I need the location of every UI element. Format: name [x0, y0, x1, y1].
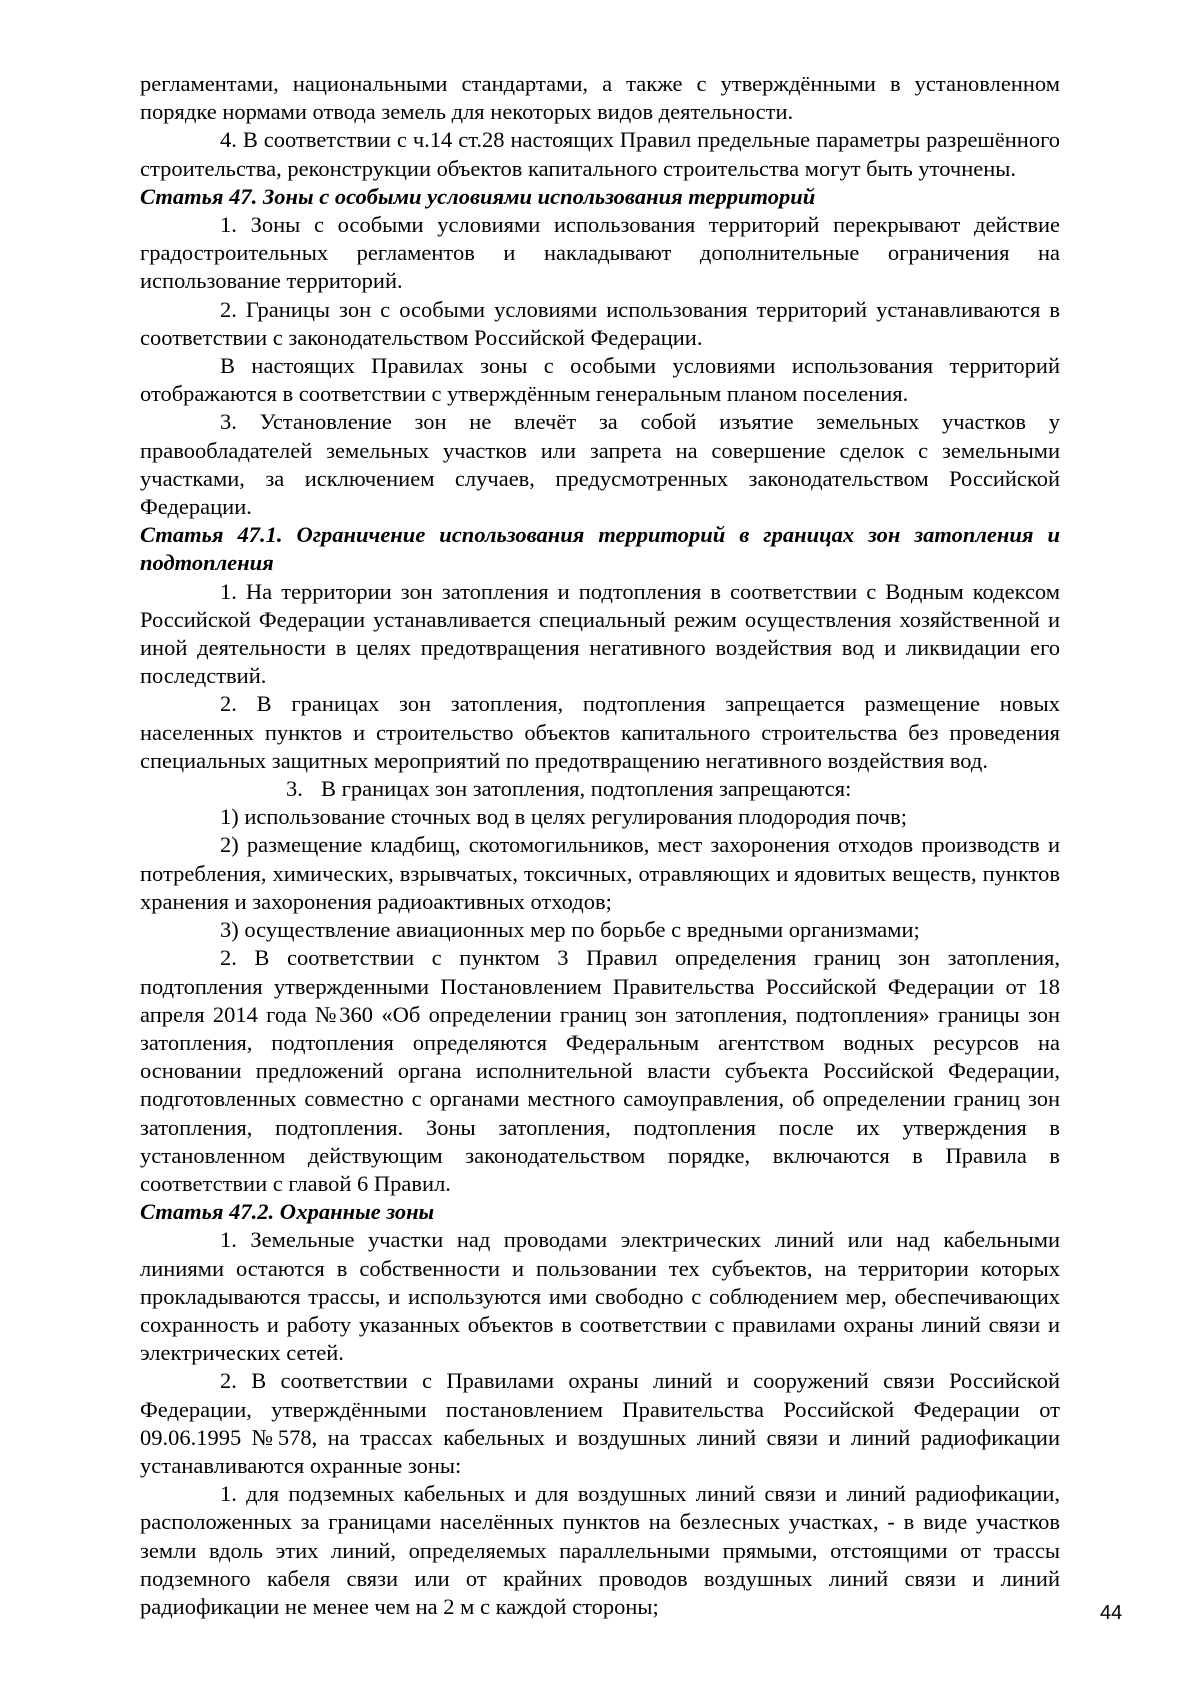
paragraph-item-4: 4. В соответствии с ч.14 ст.28 настоящих Правил предельные параметры разрешённого строительства, реконструкции объектов капитального строительства могут быть уточнены. — [140, 127, 1060, 181]
document-page — [140, 70, 1060, 1621]
paragraph-47-2-1: 1. Земельные участки над проводами электрических линий или над кабельными линиями остаются в собственности и пользовании тех субъектов, на территории которых прокладываются трассы, и используются ими свободно с соблюдением мер, обеспечивающих сохранность и работу указанных объектов в соответствии с правилами охраны линий связи и электрических сетей. — [140, 1227, 1060, 1366]
paragraph-47-2-cont: В настоящих Правилах зоны с особыми условиями использования территорий отображаются в соответствии с утверждённым генеральным планом поселения. — [140, 353, 1060, 407]
paragraph-47-3: 3. Установление зон не влечёт за собой изъятие земельных участков у правообладателей земельных участков или запрета на совершение сделок с земельными участками, за исключением случаев, предусмотренных законодательством Российской Федерации. — [140, 409, 1060, 520]
paragraph-continuation: регламентами, национальными стандартами, а также с утверждёнными в установленном порядке нормами отвода земель для некоторых видов деятельности. — [140, 71, 1060, 125]
article-47-2-heading: Статья 47.2. Охранные зоны — [140, 1199, 435, 1225]
list-item-3: 3) осуществление авиационных мер по борьбе с вредными организмами; — [220, 917, 920, 943]
item-text: В границах зон затопления, подтопления запрещаются: — [321, 776, 852, 802]
article-47-1-heading: Статья 47.1. Ограничение использования территорий в границах зон затопления и подтопления — [140, 522, 1060, 576]
paragraph-47-1-3 — [140, 775, 1060, 803]
page-number: 44 — [1100, 1602, 1123, 1624]
list-item-2: 2) размещение кладбищ, скотомогильников, мест захоронения отходов производств и потребления, химических, взрывчатых, токсичных, отравляющих и ядовитых веществ, пунктов хранения и захоронения радиоактивных отходов; — [140, 832, 1060, 914]
paragraph-47-2-2: 2. В соответствии с Правилами охраны линий и сооружений связи Российской Федерации, утверждёнными постановлением Правительства Российской Федерации от 09.06.1995 №578, на трассах кабельных и воздушных линий связи и линий радиофикации устанавливаются охранные зоны: — [140, 1368, 1060, 1478]
list-item-1: 1) использование сточных вод в целях регулирования плодородия почв; — [220, 804, 907, 830]
paragraph-47-1-2b: 2. В соответствии с пунктом 3 Правил определения границ зон затопления, подтопления утвержденными Постановлением Правительства Российской Федерации от 18 апреля 2014 года №360 «Об определении границ зон затопления, подтопления» границы зон затопления, подтопления определяются Федеральным агентством водных ресурсов на основании предложений органа исполнительной власти субъекта Российской Федерации, подготовленных совместно с органами местного самоуправления, об определении границ зон затопления, подтопления. Зоны затопления, подтопления после их утверждения в установленном действующим законодательством порядке, включаются в Правила в соответствии с главой 6 Правил. — [140, 945, 1060, 1196]
paragraph-47-1: 1. Зоны с особыми условиями использования территорий перекрывают действие градостроительных регламентов и накладывают дополнительные ограничения на использование территорий. — [140, 212, 1060, 294]
paragraph-47-2-2-1: 1. для подземных кабельных и для воздушных линий связи и линий радиофикации, расположенных за границами населённых пунктов на безлесных участках, - в виде участков земли вдоль этих линий, определяемых параллельными прямыми, отстоящими от трассы подземного кабеля связи или от крайних проводов воздушных линий связи и линий радиофикации не менее чем на 2 м с каждой стороны; — [140, 1481, 1060, 1619]
paragraph-47-2: 2. Границы зон с особыми условиями использования территорий устанавливаются в соответствии с законодательством Российской Федерации. — [140, 296, 1060, 350]
article-47-heading: Статья 47. Зоны с особыми условиями использования территорий — [140, 183, 816, 209]
item-number: 3. — [286, 776, 303, 802]
paragraph-47-1-1: 1. На территории зон затопления и подтопления в соответствии с Водным кодексом Российской Федерации устанавливается специальный режим осуществления хозяйственной и иной деятельности в целях предотвращения негативного воздействия вод и ликвидации его последствий. — [140, 578, 1060, 689]
paragraph-47-1-2: 2. В границах зон затопления, подтопления запрещается размещение новых населенных пунктов и строительство объектов капитального строительства без проведения специальных защитных мероприятий по предотвращению негативного воздействия вод. — [140, 691, 1060, 773]
